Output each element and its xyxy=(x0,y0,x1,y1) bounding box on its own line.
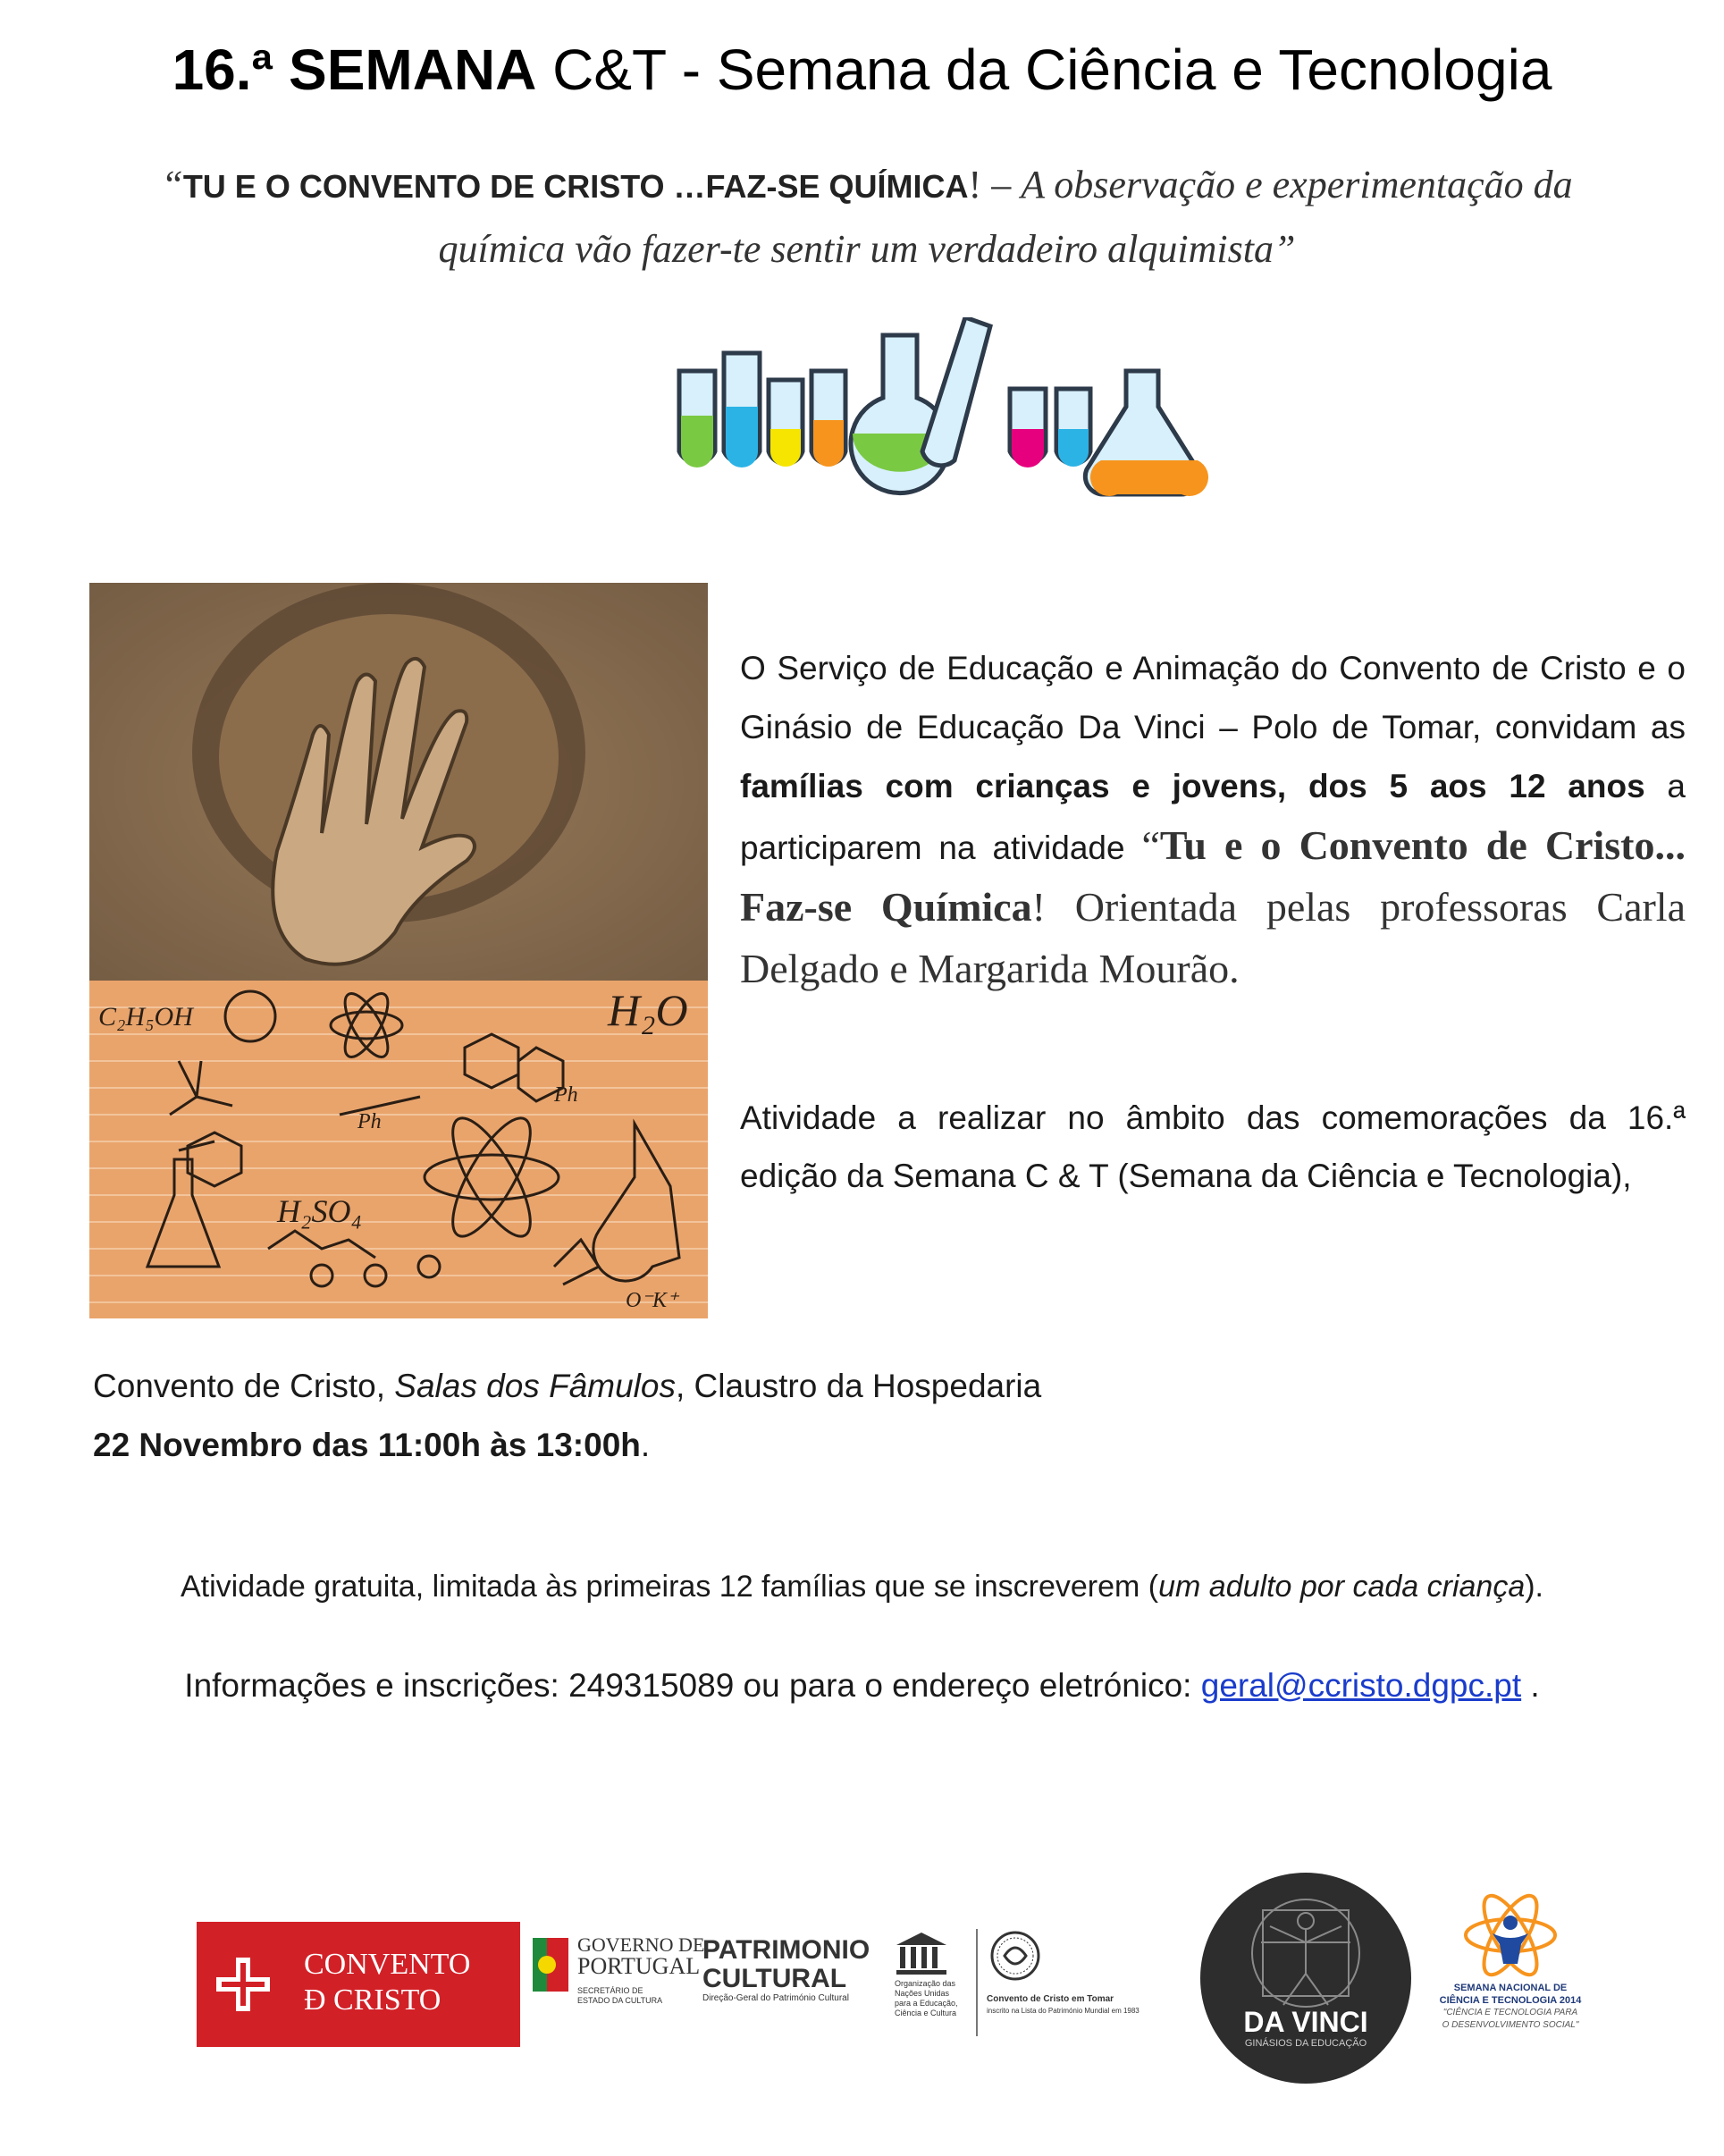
cc-line2: Ð CRISTO xyxy=(304,1983,442,2017)
snct-line2: CIÊNCIA E TECNOLOGIA 2014 xyxy=(1439,1995,1582,2006)
para1-text-2: a participarem na atividade xyxy=(740,768,1686,866)
subtitle-excl: ! – xyxy=(968,163,1022,206)
subtitle xyxy=(107,154,1627,281)
para1-text-1: O Serviço de Educação e Animação do Convento de Cristo e o Ginásio de Educação Da Vinci – Polo de Tomar, convidam as xyxy=(740,650,1686,745)
svg-text:H₂SO₄: H₂SO₄ xyxy=(277,1193,363,1229)
info-end: . xyxy=(1521,1667,1540,1704)
title-rest: C&T - Semana da Ciência e Tecnologia xyxy=(536,38,1552,102)
unesco-temple-icon xyxy=(895,1931,948,1975)
stone-hand-photo xyxy=(89,583,708,981)
subtitle-bold: TU E O CONVENTO DE CRISTO …FAZ-SE QUÍMICA xyxy=(182,168,969,205)
para1-quote: “ xyxy=(1141,822,1160,868)
vitruvian-man-icon xyxy=(1243,1891,1368,2016)
convento-cristo-logo xyxy=(197,1922,520,2047)
patr-line2: CULTURAL xyxy=(702,1964,847,1993)
subtitle-close-quote: ” xyxy=(1273,227,1296,271)
svg-text:H₂O: H₂O xyxy=(608,985,688,1035)
subtitle-italic: A observação e experimentação da química vão fazer-te sentir um verdadeiro alquimista xyxy=(438,163,1573,271)
free-activity-note xyxy=(0,1564,1724,1609)
gov-line1: GOVERNO DE xyxy=(577,1933,705,1956)
patrimonio-cultural-logo xyxy=(702,1936,870,2004)
world-heritage-icon xyxy=(988,1929,1042,1983)
free-italic: um adulto por cada criança xyxy=(1158,1570,1526,1604)
portugal-flag-icon xyxy=(533,1938,568,1992)
atom-person-icon xyxy=(1461,1891,1560,1980)
venue-date-end: . xyxy=(640,1427,651,1463)
venue-location xyxy=(93,1357,1434,1416)
venue-room: Salas dos Fâmulos xyxy=(394,1368,676,1404)
svg-text:Ph: Ph xyxy=(554,1083,578,1107)
snct-line1: SEMANA NACIONAL DE xyxy=(1453,1983,1568,1993)
contact-info xyxy=(0,1661,1724,1711)
venue-cloister: , Claustro da Hospedaria xyxy=(675,1368,1042,1404)
venue-date xyxy=(93,1416,1434,1475)
free-end: ). xyxy=(1525,1570,1544,1604)
subtitle-open-quote: “ xyxy=(161,163,183,206)
governo-logo xyxy=(577,1934,704,2006)
svg-text:C₂H₅OH: C₂H₅OH xyxy=(98,1002,193,1032)
svg-text:O⁻K⁺: O⁻K⁺ xyxy=(626,1289,678,1312)
unesco-label: Organização das Nações Unidas para a Educação, Ciência e Cultura xyxy=(895,1979,958,2017)
institutional-logos xyxy=(533,1929,1158,2045)
wh-line1: Convento de Cristo em Tomar xyxy=(987,1994,1114,2004)
logo-divider xyxy=(976,1929,978,2036)
venue-block xyxy=(93,1357,1434,1475)
free-text: Atividade gratuita, limitada às primeiras 12 famílias que se inscreverem ( xyxy=(180,1570,1159,1604)
cross-icon xyxy=(216,1958,270,2011)
event-date-time: 22 Novembro das 11:00h às 13:00h xyxy=(93,1427,641,1463)
snct-line3: "CIÊNCIA E TECNOLOGIA PARA xyxy=(1442,2008,1578,2017)
chemistry-doodle-image xyxy=(89,981,708,1318)
para1-text-3: ! Orientada pelas professoras Carla Delgado e Margarida Mourão. xyxy=(740,884,1686,991)
lab-flasks-illustration xyxy=(661,317,1251,510)
page-title xyxy=(0,34,1724,105)
snct-text xyxy=(1421,1982,1600,2032)
davinci-name: DA VINCI xyxy=(1243,2006,1368,2038)
invitation-paragraph xyxy=(740,639,1686,1001)
venue-place: Convento de Cristo, xyxy=(93,1368,395,1404)
info-text: Informações e inscrições: 249315089 ou para o endereço eletrónico: xyxy=(184,1667,1201,1704)
title-bold: 16.ª SEMANA xyxy=(172,38,537,102)
patr-sub: Direção-Geral do Património Cultural xyxy=(702,1993,849,2003)
wh-line2: inscrito na Lista do Património Mundial em 1983 xyxy=(987,2007,1140,2015)
gov-line2: PORTUGAL xyxy=(577,1953,701,1979)
world-heritage-text xyxy=(987,1993,1165,2017)
snct-line4: O DESENVOLVIMENTO SOCIAL" xyxy=(1442,2020,1579,2030)
svg-text:Ph: Ph xyxy=(357,1110,382,1133)
para1-audience: famílias com crianças e jovens, dos 5 aos 12 anos xyxy=(740,768,1645,804)
snct-logo xyxy=(1421,1891,1600,2074)
convento-cristo-logo-text xyxy=(304,1947,470,2018)
davinci-logo xyxy=(1200,1873,1411,2084)
para1-activity-name: Tu e o Convento de Cristo... Faz-se Química xyxy=(740,822,1686,930)
email-link[interactable]: geral@ccristo.dgpc.pt xyxy=(1200,1667,1522,1704)
context-paragraph: Atividade a realizar no âmbito das comemorações da 16.ª edição da Semana C & T (Semana da Ciência e Tecnologia), xyxy=(740,1099,1686,1194)
patr-line1: PATRIMONIO xyxy=(702,1935,870,1965)
davinci-sub: GINÁSIOS DA EDUCAÇÃO xyxy=(1244,2038,1367,2049)
cc-line1: CONVENTO xyxy=(304,1948,471,1981)
gov-sub: SECRETÁRIO DE ESTADO DA CULTURA xyxy=(577,1986,663,2005)
